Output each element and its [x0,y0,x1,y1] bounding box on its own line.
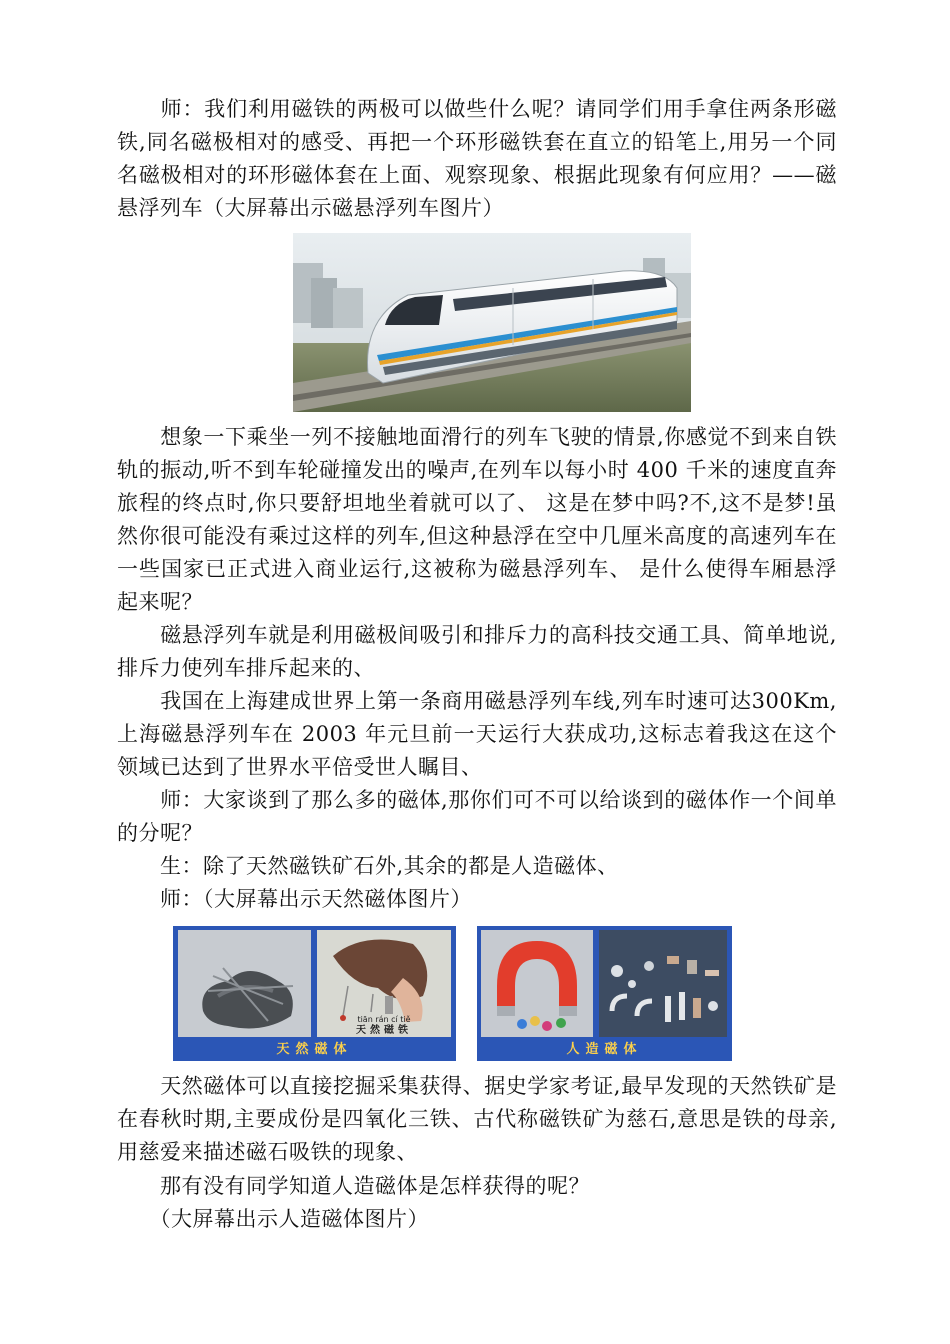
paragraph-teacher-natural: 师：（大屏幕出示天然磁体图片） [117,887,472,911]
natural-pinyin-label: tiān rán cí tiě [357,1015,411,1024]
paragraph-maglev-principle: 磁悬浮列车就是利用磁极间吸引和排斥力的高科技交通工具、简单地说,排斥力使列车排斥起来的、 [117,623,837,680]
paragraph-natural-magnet-history: 天然磁体可以直接挖掘采集获得、据史学家考证,最早发现的天然铁矿是在春秋时期,主要成份是四氧化三铁、古代称磁铁矿为慈石,意思是铁的母亲,用慈爱来描述磁石吸铁的现象、 [117,1074,837,1164]
paragraph-show-artificial: （大屏幕出示人造磁体图片） [117,1207,429,1231]
paragraph-teacher-question: 师：我们利用磁铁的两极可以做些什么呢？请同学们用手拿住两条形磁铁,同名磁极相对的感受、再把一个环形磁铁套在直立的铅笔上,用另一个同名磁极相对的环形磁体套在上面、观察现象、根据此现象有何应用？——磁悬浮列车（大屏幕出示磁悬浮列车图片） [117,97,837,220]
natural-magnet-label: 天然磁铁 [356,1025,412,1036]
artificial-magnet-caption: 人造磁体 [566,1042,643,1057]
natural-magnet-slide [173,926,456,1061]
artificial-magnet-slide [477,926,732,1061]
paragraph-maglev-imagine: 想象一下乘坐一列不接触地面滑行的列车飞驶的情景,你感觉不到来自铁轨的振动,听不到车轮碰撞发出的噪声,在列车以每小时 400 千米的速度直奔旅程的终点时,你只要舒坦地坐着就可以了、 这是在梦中吗?不,这不是梦!虽然你很可能没有乘过这样的列车,但这种悬浮在空中几厘米高度的高速列车在一些国家已正式进入商业运行,这被称为磁悬浮列车、 是什么使得车厢悬浮起来呢？ [117,425,837,614]
paragraph-artificial-question: 那有没有同学知道人造磁体是怎样获得的呢？ [117,1174,590,1198]
natural-magnet-caption: 天然磁体 [276,1042,353,1057]
paragraph-student-answer: 生：除了天然磁铁矿石外,其余的都是人造磁体、 [117,854,619,878]
paragraph-teacher-classify: 师：大家谈到了那么多的磁体,那你们可不可以给谈到的磁体作一个间单的分呢？ [117,788,837,845]
paragraph-shanghai-line: 我国在上海建成世界上第一条商用磁悬浮列车线,列车时速可达300Km,上海磁悬浮列车在 2003 年元旦前一天运行大获成功,这标志着我这在这个领域已达到了世界水平倍受世人瞩目、 [117,689,837,779]
maglev-train-photo [293,233,691,412]
